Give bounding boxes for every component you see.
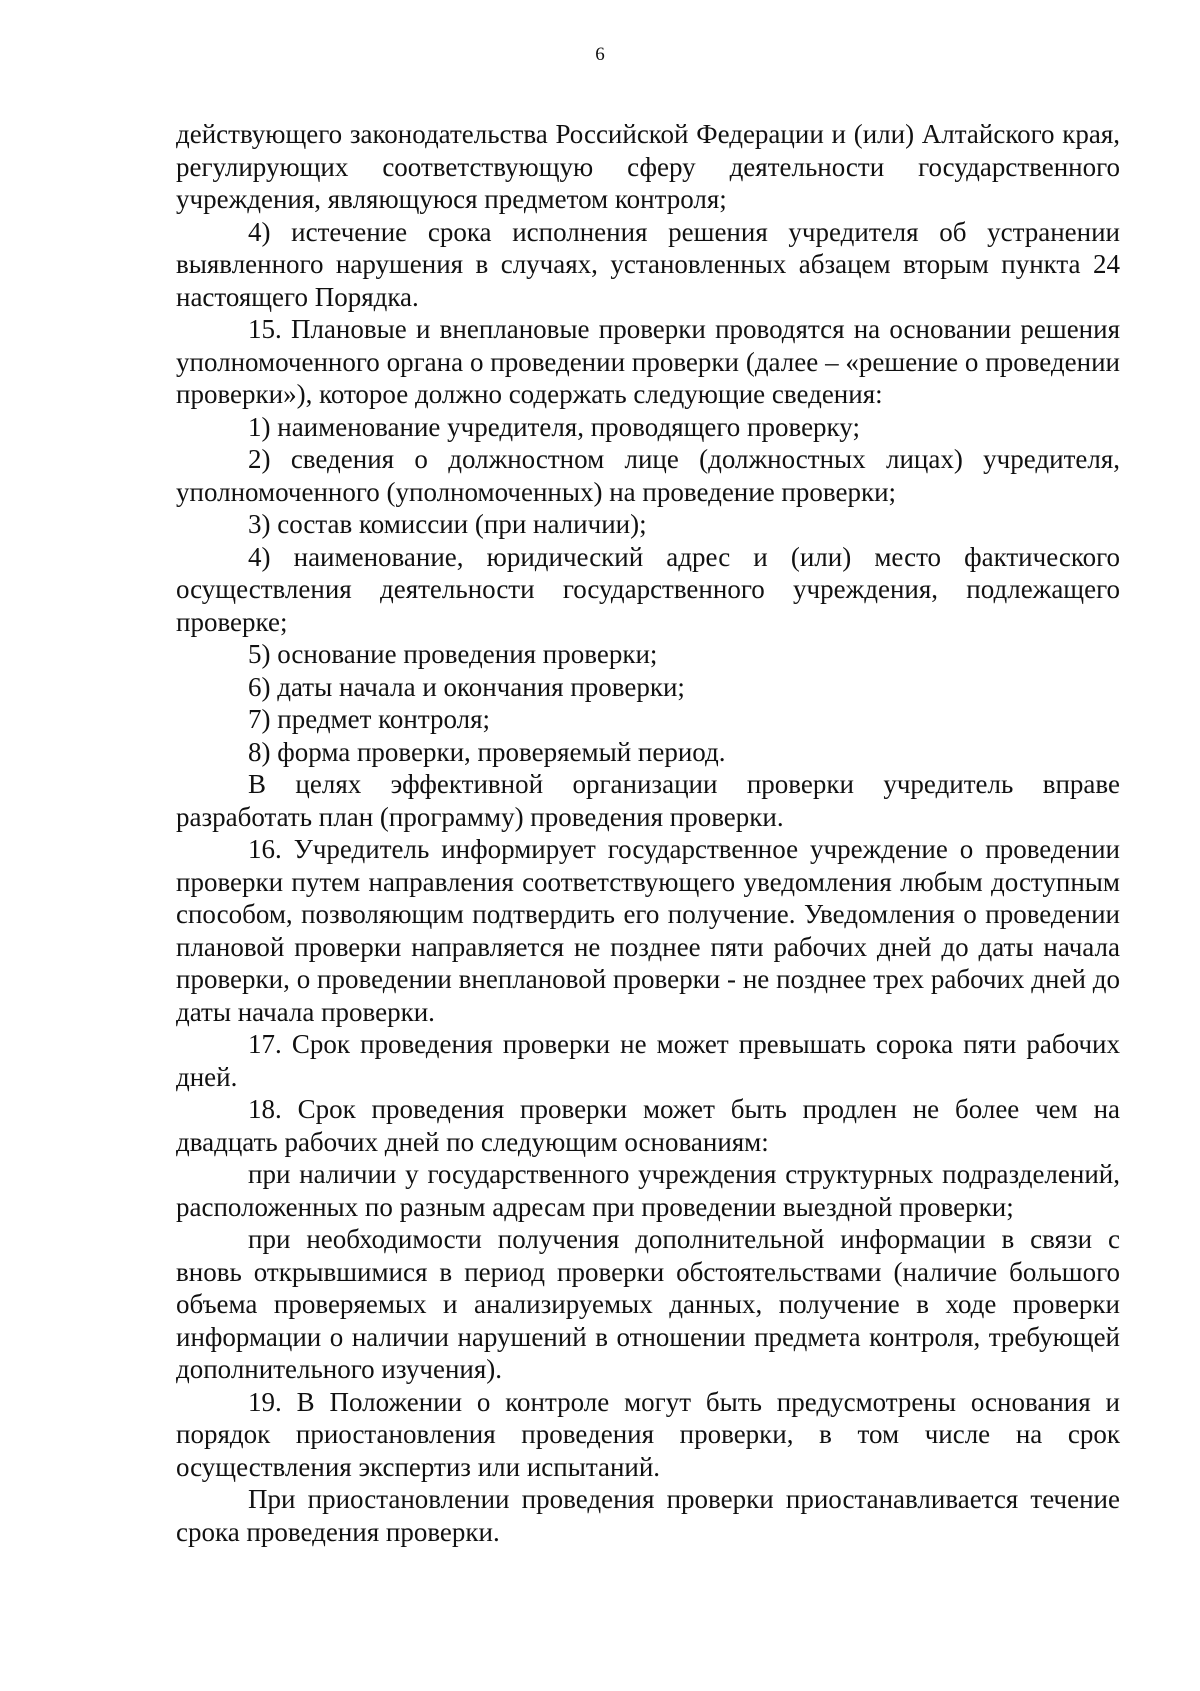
- page-number: 6: [595, 44, 605, 65]
- paragraph-16: 16. Учредитель информирует государственное учреждение о проведении проверки путем направления соответствующего уведомления любым доступным способом, позволяющим подтвердить его получение. Уведомления о проведении плановой проверки направляется не позднее пяти рабочих дней до даты начала проверки, о проведении внеплановой проверки - не позднее трех рабочих дней до даты начала проверки.: [176, 834, 1120, 1027]
- paragraph-continuation: действующего законодательства Российской Федерации и (или) Алтайского края, регулирующих соответствующую сферу деятельности государственного учреждения, являющуюся предметом контроля;: [176, 119, 1120, 214]
- paragraph-15-item-1: 1) наименование учредителя, проводящего проверку;: [248, 411, 860, 442]
- paragraph-18: 18. Срок проведения проверки может быть продлен не более чем на двадцать рабочих дней по следующим основаниям:: [176, 1094, 1120, 1157]
- paragraph-19: 19. В Положении о контроле могут быть предусмотрены основания и порядок приостановления проведения проверки, в том числе на срок осуществления экспертиз или испытаний.: [176, 1386, 1120, 1482]
- paragraph-15-plan: В целях эффективной организации проверки учредитель вправе разработать план (программу) проведения проверки.: [176, 769, 1120, 832]
- paragraph-15-item-7: 7) предмет контроля;: [248, 704, 491, 734]
- paragraph-15-item-8: 8) форма проверки, проверяемый период.: [248, 736, 726, 767]
- paragraph-15-item-2: 2) сведения о должностном лице (должностных лицах) учредителя, уполномоченного (уполномоченных) на проведение проверки;: [176, 444, 1120, 507]
- paragraph-15: 15. Плановые и внеплановые проверки проводятся на основании решения уполномоченного органа о проведении проверки (далее – «решение о проведении проверки»), которое должно содержать следующие сведения:: [176, 314, 1120, 409]
- paragraph-18-ground-1: при наличии у государственного учреждения структурных подразделений, расположенных по разным адресам при проведении выездной проверки;: [176, 1159, 1120, 1222]
- paragraph-17: 17. Срок проведения проверки не может превышать сорока пяти рабочих дней.: [176, 1029, 1120, 1092]
- paragraph-15-item-4: 4) наименование, юридический адрес и (или) место фактического осуществления деятельности государственного учреждения, подлежащего проверке;: [176, 541, 1120, 637]
- paragraph-15-item-6: 6) даты начала и окончания проверки;: [248, 671, 685, 702]
- document-body: [176, 118, 1120, 1548]
- paragraph-15-item-5: 5) основание проведения проверки;: [248, 639, 658, 669]
- paragraph-19-suspension: При приостановлении проведения проверки приостанавливается течение срока проведения проверки.: [176, 1484, 1120, 1547]
- paragraph-15-item-3: 3) состав комиссии (при наличии);: [248, 509, 647, 539]
- paragraph-item-4-expiry: 4) истечение срока исполнения решения учредителя об устранении выявленного нарушения в случаях, установленных абзацем вторым пункта 24 настоящего Порядка.: [176, 216, 1120, 312]
- paragraph-18-ground-2: при необходимости получения дополнительной информации в связи с вновь открывшимися в период проверки обстоятельствами (наличие большого объема проверяемых и анализируемых данных, получение в ходе проверки информации о наличии нарушений в отношении предмета контроля, требующей дополнительного изучения).: [176, 1224, 1120, 1384]
